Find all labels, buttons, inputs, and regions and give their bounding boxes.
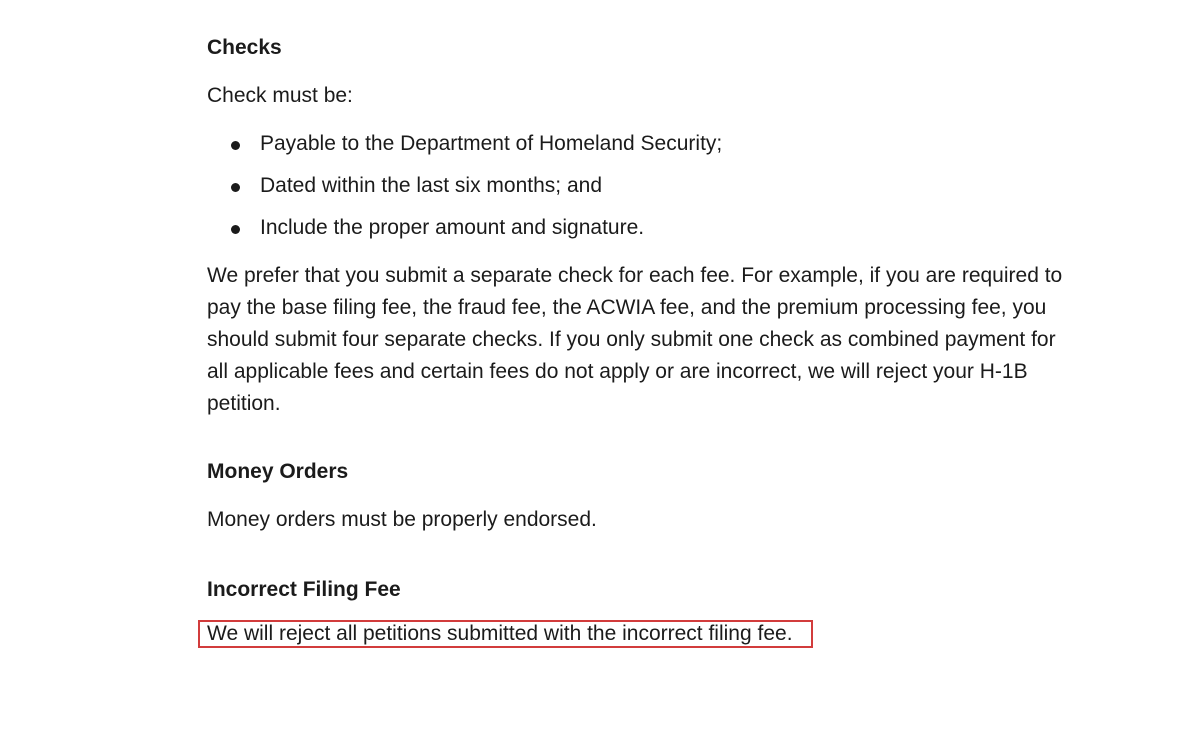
list-item: [207, 130, 1077, 158]
list-item: [207, 172, 1077, 200]
checks-intro: Check must be:: [207, 84, 353, 107]
money-orders-text: Money orders must be properly endorsed.: [207, 508, 597, 531]
money-orders-heading: Money Orders: [207, 460, 349, 483]
bullet-icon: [231, 225, 240, 234]
highlighted-rejection-notice: [198, 620, 813, 648]
document-content: [207, 30, 1077, 648]
rejection-notice-text: We will reject all petitions submitted with the incorrect filing fee.: [207, 622, 793, 645]
list-item-text: Include the proper amount and signature.: [260, 216, 645, 239]
checks-requirements-list: [207, 130, 1077, 242]
list-item: [207, 214, 1077, 242]
separate-checks-paragraph: We prefer that you submit a separate check for each fee. For example, if you are required to pay the base filing fee, the fraud fee, the ACWIA fee, and the premium processing fee, you should submit four separate checks. If you only submit one check as combined payment for all applicable fees and certain fees do not apply or are incorrect, we will reject your H-1B petition.: [207, 264, 1063, 415]
list-item-text: Dated within the last six months; and: [260, 174, 603, 197]
list-item-text: Payable to the Department of Homeland Security;: [260, 132, 723, 155]
bullet-icon: [231, 183, 240, 192]
bullet-icon: [231, 141, 240, 150]
checks-heading: Checks: [207, 36, 282, 59]
incorrect-filing-fee-heading: Incorrect Filing Fee: [207, 578, 401, 601]
